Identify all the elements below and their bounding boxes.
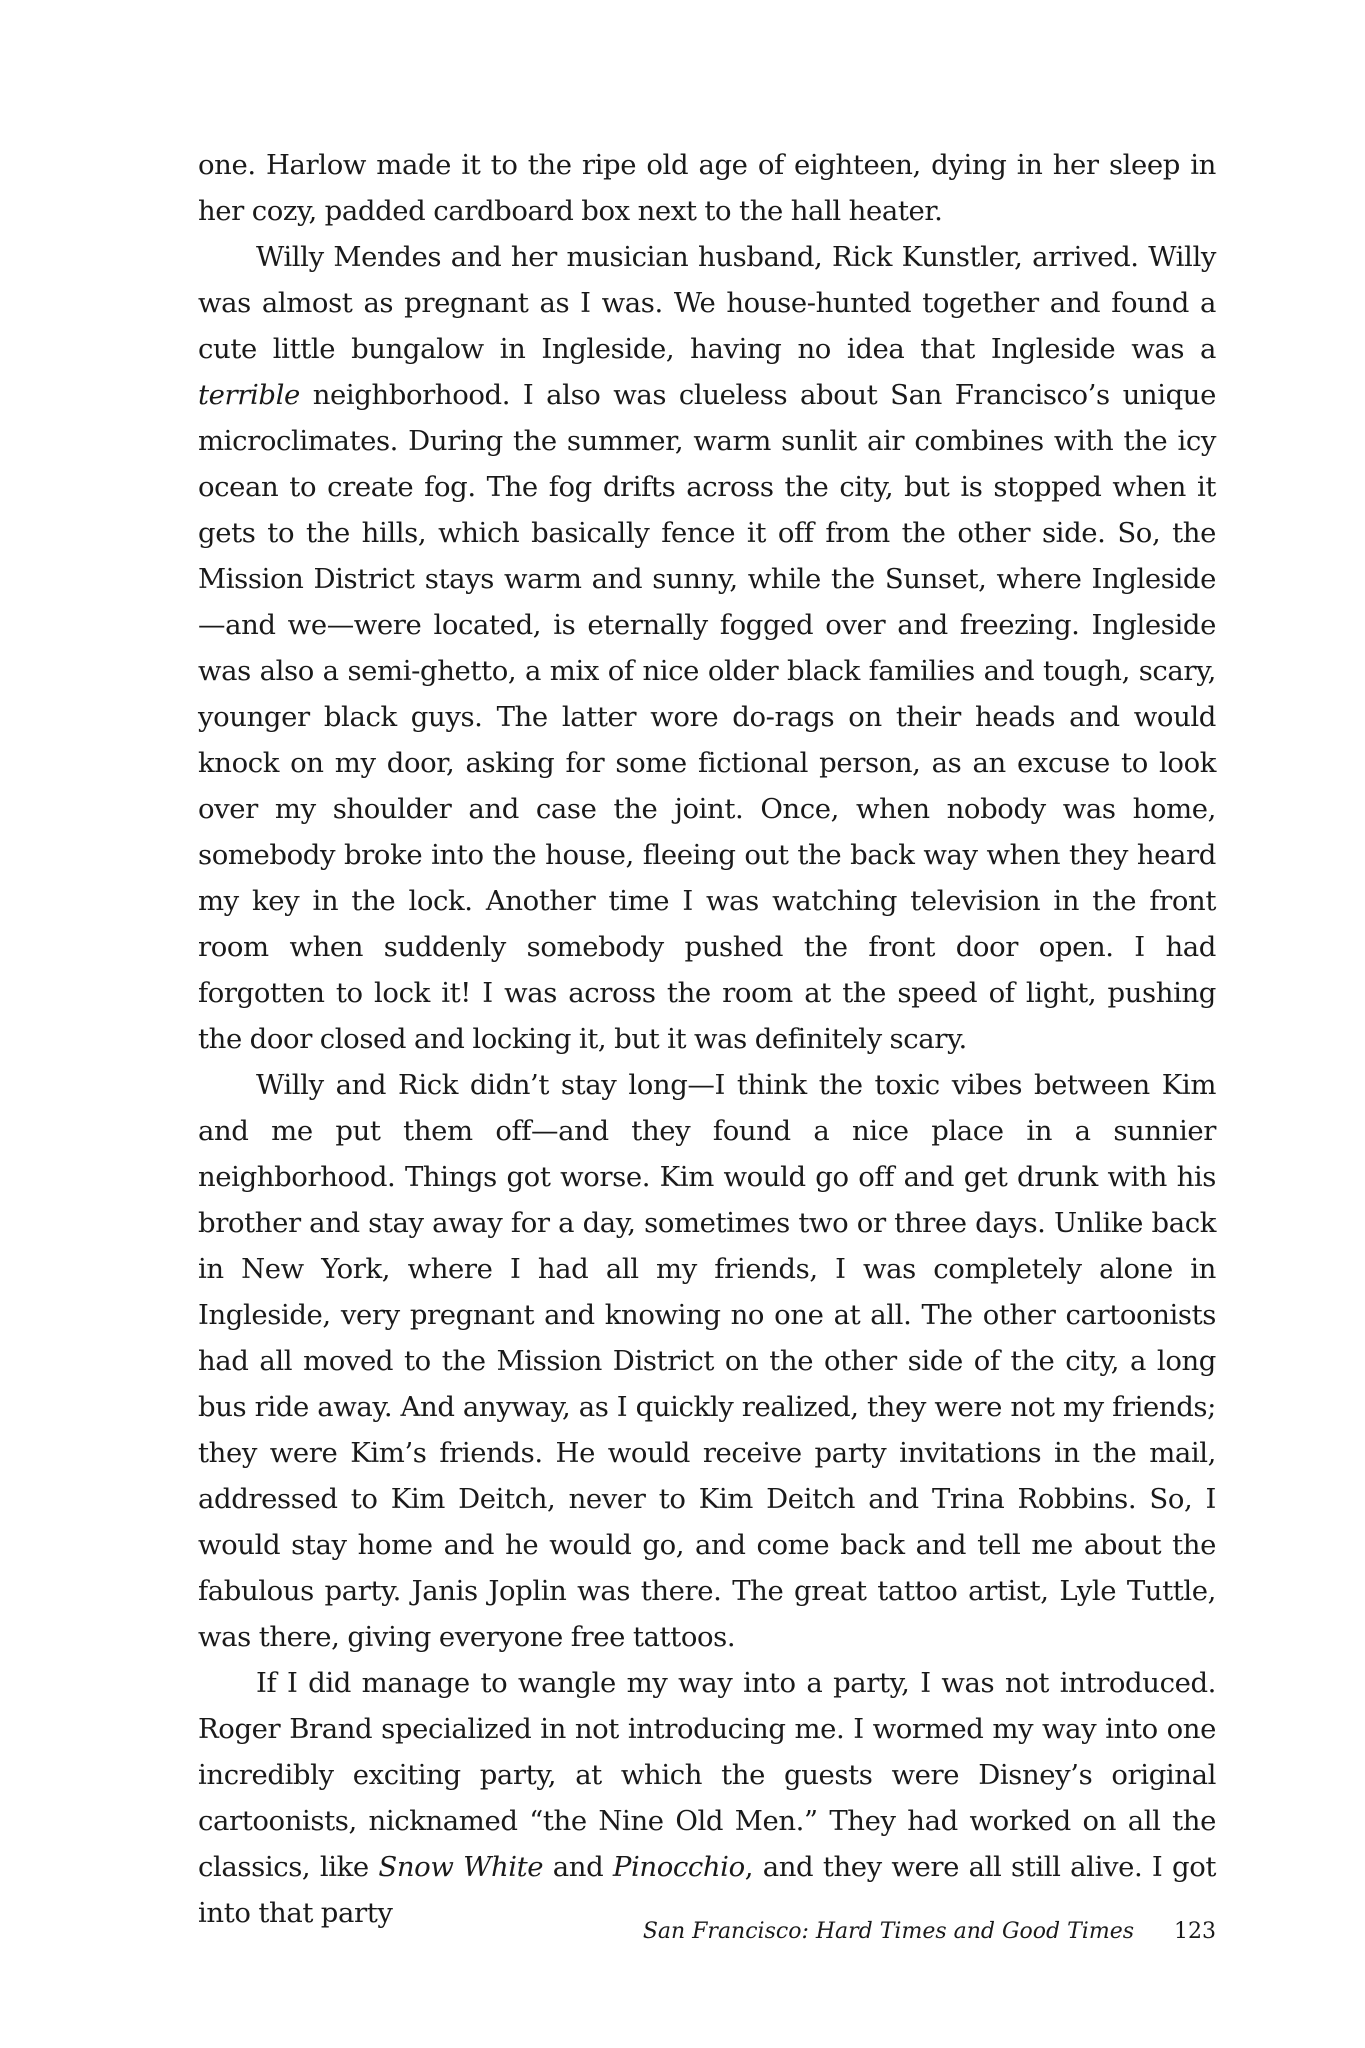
text-segment: neighborhood. I also was clueless about San Francisco’s unique microclimates. During the summer, warm sunlit air combines with the icy ocean to create fog. The fog drifts across the city, but is stopped when it gets to the hills, which basically fence it off from the other side. So, the Mission District stays warm and sunny, while the Sunset, where Ingleside—and we—were located, is eternally fogged over and freezing. Ingleside was also a semi-ghetto, a mix of nice older black families and tough, scary, younger black guys. The latter wore do-rags on their heads and would knock on my door, asking for some fictional person, as an excuse to look over my shoulder and case the joint. Once, when nobody was home, somebody broke into the house, fleeing out the back way when they heard my key in the lock. Another time I was watching television in the front room when suddenly somebody pushed the front door open. I had forgotten to lock it! I was across the room at the speed of light, pushing the door closed and locking it, but it was definitely scary. — [198, 379, 1216, 1055]
text-segment: If I did manage to wangle my way into a party, I was not introduced. Roger Brand specialized in not introducing me. I wormed my way into one incredibly exciting party, at which the guests were Disney’s original cartoonists, nicknamed “the Nine Old Men.” They had worked on all the classics, like — [198, 1667, 1216, 1883]
paragraph-3 — [198, 1062, 1216, 1660]
paragraph-2 — [198, 234, 1216, 1062]
italic-segment: Pinocchio — [612, 1851, 745, 1883]
italic-segment: terrible — [198, 379, 300, 411]
body-text — [198, 142, 1216, 1936]
text-segment: one. Harlow made it to the ripe old age of eighteen, dying in her sleep in her cozy, padded cardboard box next to the hall heater. — [198, 149, 1216, 227]
paragraph-1 — [198, 142, 1216, 234]
paragraph-4 — [198, 1660, 1216, 1936]
italic-segment: Snow White — [378, 1851, 544, 1883]
running-head: San Francisco: Hard Times and Good Times — [642, 1919, 1134, 1944]
page-footer — [643, 1918, 1216, 1946]
page-number: 123 — [1174, 1919, 1216, 1944]
text-segment: Willy and Rick didn’t stay long—I think the toxic vibes between Kim and me put them off—and they found a nice place in a sunnier neighborhood. Things got worse. Kim would go off and get drunk with his brother and stay away for a day, sometimes two or three days. Unlike back in New York, where I had all my friends, I was completely alone in Ingleside, very pregnant and knowing no one at all. The other cartoonists had all moved to the Mission District on the other side of the city, a long bus ride away. And anyway, as I quickly realized, they were not my friends; they were Kim’s friends. He would receive party invitations in the mail, addressed to Kim Deitch, never to Kim Deitch and Trina Robbins. So, I would stay home and he would go, and come back and tell me about the fabulous party. Janis Joplin was there. The great tattoo artist, Lyle Tuttle, was there, giving everyone free tattoos. — [198, 1069, 1216, 1653]
text-segment: Willy Mendes and her musician husband, Rick Kunstler, arrived. Willy was almost as pregnant as I was. We house-hunted together and found a cute little bungalow in Ingleside, having no idea that Ingleside was a — [198, 241, 1216, 365]
text-segment: and — [543, 1851, 613, 1883]
text-segment: , and they were all still alive. I got into that party — [198, 1851, 1217, 1929]
